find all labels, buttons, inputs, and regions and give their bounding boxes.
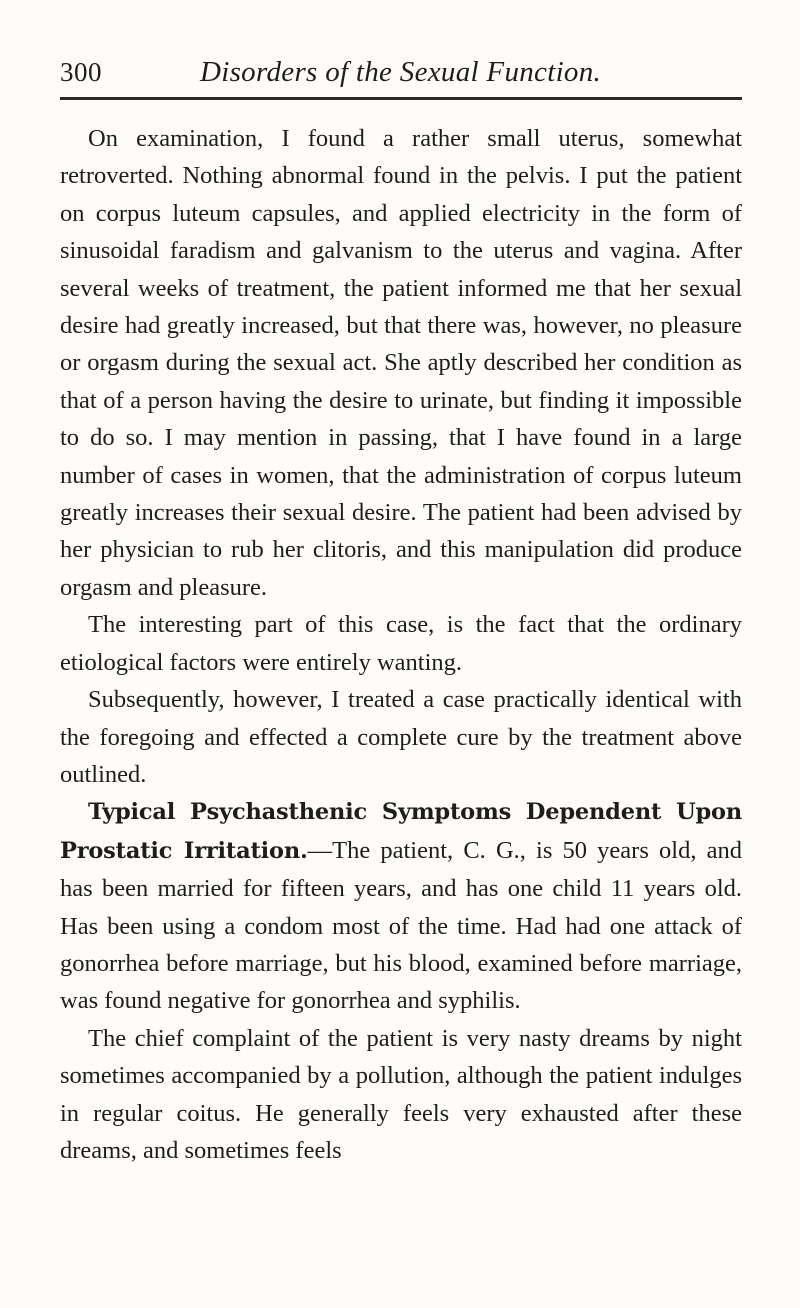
- paragraph-chief-complaint: The chief complaint of the patient is very nasty dreams by night sometimes accompanied by a pollution, although the patient indulges in regular coitus. He generally feels very exhausted after these dreams, and sometimes feels: [60, 1024, 742, 1164]
- running-head: [60, 52, 740, 92]
- header-rule: [60, 97, 742, 100]
- paragraph-examination: On examination, I found a rather small uterus, somewhat retroverted. Nothing abnormal found in the pelvis. I put the patient on corpus luteum capsules, and applied electricity in the form of sinusoidal faradism and galvanism to the uterus and vagina. After several weeks of treatment, the patient informed me that her sexual desire had greatly increased, but that there was, however, no pleasure or orgasm during the sexual act. She aptly described her condition as that of a person having the desire to urinate, but finding it impossible to do so. I may mention in passing, that I have found in a large number of cases in women, that the administration of corpus luteum greatly increases their sexual desire. The patient had been advised by her physician to rub her clitoris, and this manipulation did produce orgasm and pleasure.: [60, 125, 742, 601]
- paragraph-prostatic-case: [60, 793, 742, 1019]
- paragraph-subsequent-case: Subsequently, however, I treated a case practically identical with the foregoing and effected a complete cure by the treatment above outlined.: [60, 686, 742, 788]
- section-heading: Typical Psychasthenic Symptoms Dependent Upon Prostatic Irritation.: [60, 799, 742, 864]
- paragraph-prostatic-text: —The patient, C. G., is 50 years old, and has been married for fifteen years, and has one child 11 years old. Has been using a condom most of the time. Had had one attack of gonorrhea before marriage, but his blood, examined before marriage, was found negative for gonorrhea and syphilis.: [60, 836, 742, 1015]
- page-number: 300: [60, 57, 102, 87]
- paragraph-etiology: The interesting part of this case, is the fact that the ordinary etiological factors were entirely wanting.: [60, 611, 742, 676]
- running-title: Disorders of the Sexual Function.: [200, 56, 602, 88]
- body-text: [60, 120, 742, 1169]
